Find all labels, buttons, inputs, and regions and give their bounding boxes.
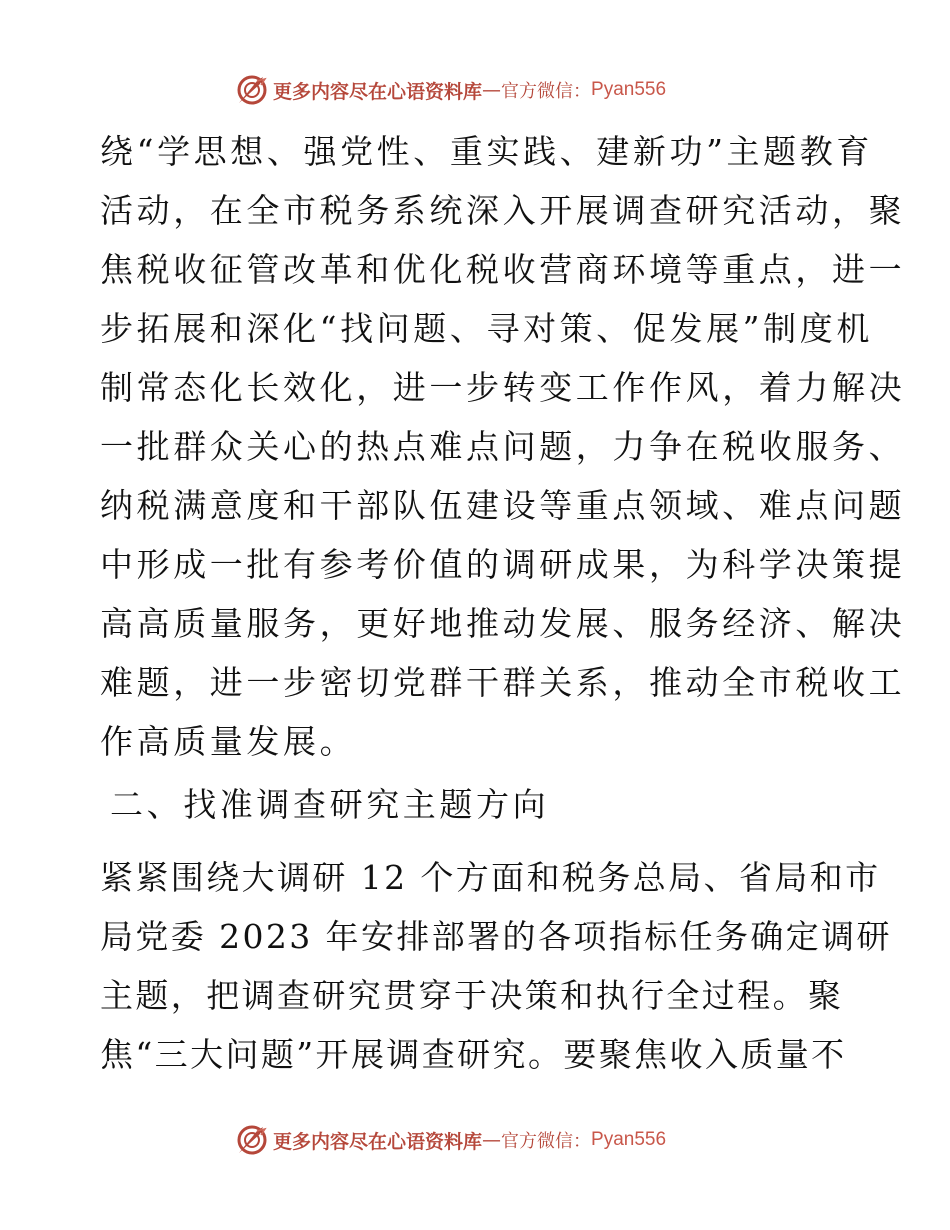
text-line: 制常态化长效化，进一步转变工作作风，着力解决 <box>100 368 906 407</box>
text-line: 高高质量服务，更好地推动发展、服务经济、解决 <box>100 604 906 643</box>
paragraph-2 <box>100 848 892 1084</box>
text-line: 中形成一批有参考价值的调研成果，为科学决策提 <box>100 545 906 584</box>
banner-dash: — <box>482 79 502 101</box>
quill-seal-logo-icon <box>235 1123 269 1157</box>
banner-wechat-id: Pyan556 <box>591 79 667 100</box>
heading-text: 二、找准调查研究主题方向 <box>110 785 550 824</box>
text-line: 紧紧围绕大调研 12 个方面和税务总局、省局和市 <box>100 858 881 897</box>
paragraph-1 <box>100 122 906 771</box>
quill-seal-logo-icon <box>235 73 269 107</box>
text-line: 焦“三大问题”开展调查研究。要聚焦收入质量不 <box>100 1035 847 1074</box>
banner-main-text: 更多内容尽在心语资料库 <box>273 1130 483 1153</box>
banner-main-text: 更多内容尽在心语资料库 <box>273 80 483 103</box>
text-line: 作高质量发展。 <box>100 722 357 761</box>
text-line: 主题，把调查研究贯穿于决策和执行全过程。聚 <box>100 976 844 1015</box>
section-heading <box>110 775 862 834</box>
footer-watermark-banner <box>235 1120 715 1160</box>
header-watermark-banner <box>235 70 715 110</box>
text-line: 一批群众关心的热点难点问题，力争在税收服务、 <box>100 427 906 466</box>
text-line: 焦税收征管改革和优化税收营商环境等重点，进一 <box>100 250 906 289</box>
text-line: 步拓展和深化“找问题、寻对策、促发展”制度机 <box>100 309 873 348</box>
text-line: 绕“学思想、强党性、重实践、建新功”主题教育 <box>100 132 873 171</box>
banner-wechat-label: 官方微信： <box>501 81 592 102</box>
text-line: 局党委 2023 年安排部署的各项指标任务确定调研 <box>100 917 892 956</box>
text-line: 纳税满意度和干部队伍建设等重点领域、难点问题 <box>100 486 906 525</box>
text-line: 活动，在全市税务系统深入开展调查研究活动，聚 <box>100 191 906 230</box>
banner-dash: — <box>482 1129 502 1151</box>
banner-wechat-id: Pyan556 <box>591 1129 667 1150</box>
text-line: 难题，进一步密切党群干群关系，推动全市税收工 <box>100 663 906 702</box>
banner-wechat-label: 官方微信： <box>501 1131 592 1152</box>
